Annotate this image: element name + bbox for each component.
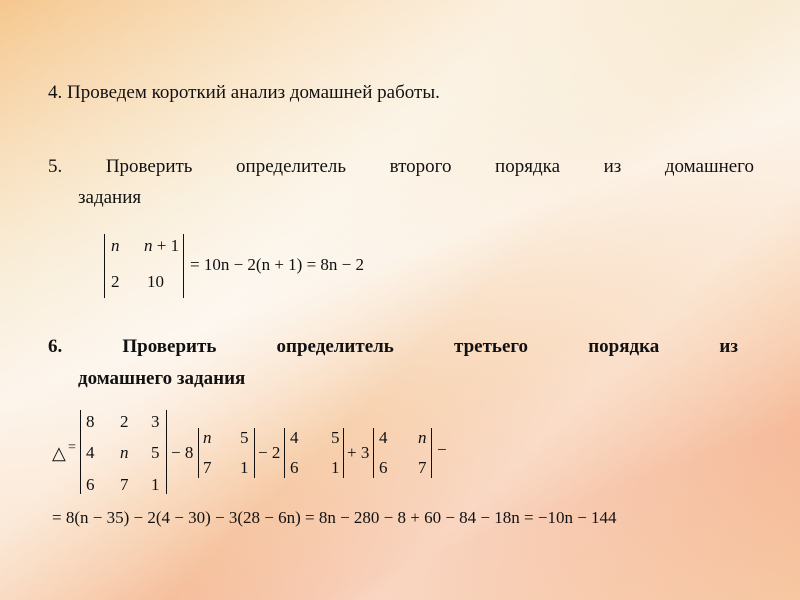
- minor-b-right-bar: [343, 428, 344, 478]
- det3-m31: 6: [86, 475, 95, 494]
- det2-m12: n + 1: [144, 236, 180, 255]
- det3-m22: n: [120, 443, 129, 462]
- delta-eq: =: [68, 440, 76, 455]
- minor-a-22: 1: [240, 458, 249, 477]
- coef-1: − 8: [171, 443, 194, 462]
- coef-2: − 2: [258, 443, 281, 462]
- minor-b-22: 1: [331, 458, 340, 477]
- minor-a-12: 5: [240, 428, 249, 447]
- det3-m23: 5: [151, 443, 160, 462]
- minor-c-12: n: [418, 428, 427, 447]
- det2-m22: 10: [147, 272, 164, 291]
- minor-b-left-bar: [284, 428, 285, 478]
- trailing-minus: −: [437, 440, 447, 459]
- det3-m32: 7: [120, 475, 129, 494]
- minor-b-11: 4: [290, 428, 299, 447]
- minor-a-right-bar: [254, 428, 255, 478]
- det-left-bar: [104, 234, 105, 298]
- minor-c-left-bar: [373, 428, 374, 478]
- det3-result: = 8(n − 35) − 2(4 − 30) − 3(28 − 6n) = 8n − 280 − 8 + 60 − 84 − 18n = −10n − 144: [52, 508, 617, 527]
- det3-m12: 2: [120, 412, 129, 431]
- minor-b-21: 6: [290, 458, 299, 477]
- minor-a-21: 7: [203, 458, 212, 477]
- item-5-text-line1: 5. Проверить определитель второго порядка из домашнего: [48, 156, 754, 177]
- det2-m11: n: [111, 236, 120, 255]
- det3-right-bar: [166, 410, 167, 494]
- item-5-text-line2: задания: [78, 187, 142, 208]
- det2-m21: 2: [111, 272, 120, 291]
- item-6-text-line1: 6. Проверить определитель третьего порядка из: [48, 336, 738, 357]
- det3-m33: 1: [151, 475, 160, 494]
- coef-3: + 3: [347, 443, 370, 462]
- item-4-text: 4. Проведем короткий анализ домашней работы.: [48, 82, 440, 103]
- minor-a-left-bar: [198, 428, 199, 478]
- det3-m13: 3: [151, 412, 160, 431]
- det-right-bar: [183, 234, 184, 298]
- minor-c-11: 4: [379, 428, 388, 447]
- det2-rhs: = 10n − 2(n + 1) = 8n − 2: [190, 255, 365, 274]
- delta-symbol: △: [52, 443, 66, 463]
- minor-a-11: n: [203, 428, 212, 447]
- det3-m11: 8: [86, 412, 95, 431]
- det3-left-bar: [80, 410, 81, 494]
- item-6-text-line2: домашнего задания: [78, 368, 246, 389]
- det3-m21: 4: [86, 443, 95, 462]
- minor-c-21: 6: [379, 458, 388, 477]
- minor-c-right-bar: [431, 428, 432, 478]
- minor-b-12: 5: [331, 428, 340, 447]
- minor-c-22: 7: [418, 458, 427, 477]
